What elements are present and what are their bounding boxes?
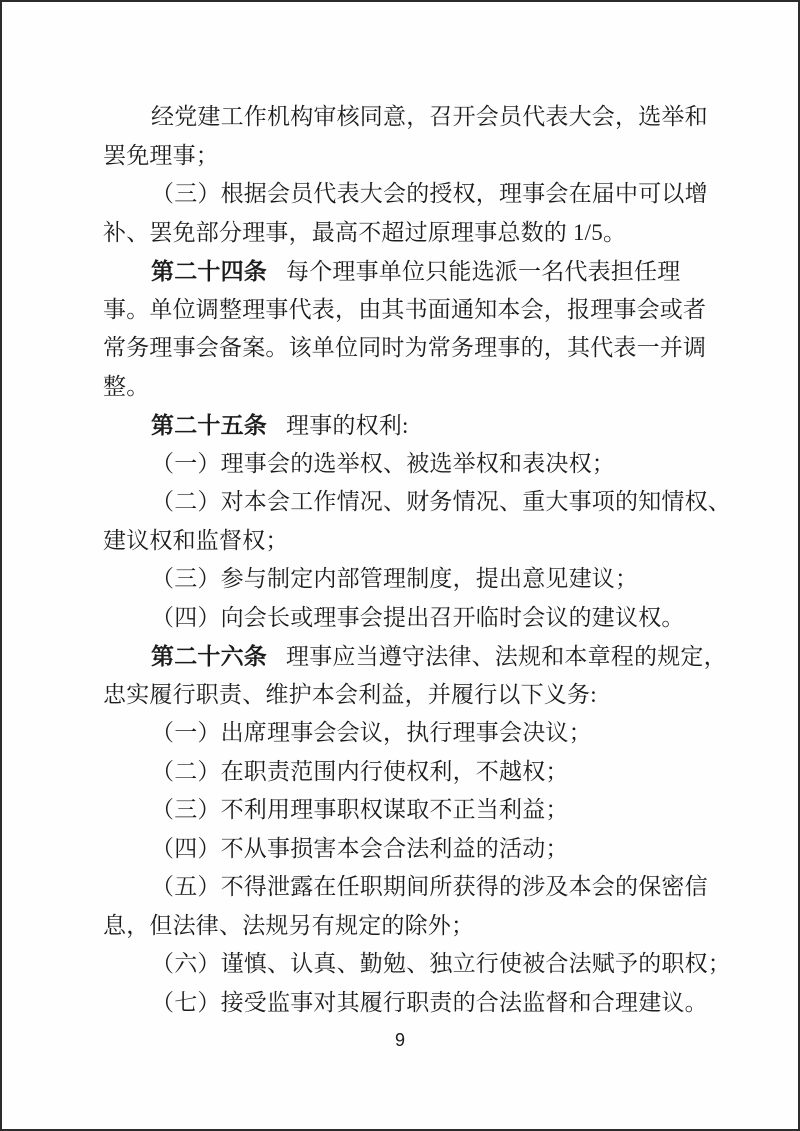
line-text: （一）理事会的选举权、被选举权和表决权； bbox=[151, 450, 615, 476]
text-line bbox=[103, 252, 703, 291]
line-text: 事。单位调整理事代表，由其书面通知本会，报理事会或者 bbox=[103, 296, 707, 322]
text-line bbox=[103, 945, 731, 984]
line-text: （六）谨慎、认真、勤勉、独立行使被合法赋予的职权； bbox=[151, 951, 731, 976]
line-text: （一）出席理事会会议，执行理事会决议； bbox=[151, 720, 592, 745]
article-number: 第二十四条 bbox=[151, 258, 267, 284]
line-text: （二）对本会工作情况、财务情况、重大事项的知情权、 bbox=[151, 489, 731, 514]
text-line bbox=[103, 868, 708, 907]
text-line bbox=[103, 329, 707, 368]
text-line bbox=[103, 406, 703, 445]
line-text: 常务理事会备案。该单位同时为常务理事的，其代表一并调 bbox=[103, 335, 707, 360]
line-text: 理事的权利: bbox=[286, 413, 409, 438]
article-number: 第二十六条 bbox=[151, 643, 267, 669]
line-text: （二）在职责范围内行使权利，不越权； bbox=[151, 758, 569, 784]
line-text: （七）接受监事对其履行职责的合法监督和合理建议。 bbox=[151, 989, 708, 1015]
text-line bbox=[103, 445, 703, 484]
line-text: 息，但法律、法规另有规定的除外； bbox=[103, 912, 475, 938]
line-text: （四）不从事损害本会合法利益的活动； bbox=[151, 835, 569, 861]
line-text: （四）向会长或理事会提出召开临时会议的建议权。 bbox=[151, 604, 685, 630]
text-line bbox=[103, 907, 703, 946]
text-line bbox=[103, 483, 731, 522]
document-body bbox=[103, 98, 731, 1022]
line-text: 每个理事单位只能选派一名代表担任理 bbox=[286, 259, 681, 284]
text-line bbox=[103, 830, 703, 869]
line-text: 忠实履行职责、维护本会利益，并履行以下义务: bbox=[103, 681, 597, 707]
line-text: 经党建工作机构审核同意，召开会员代表大会，选举和 bbox=[151, 104, 708, 129]
article-number: 第二十五条 bbox=[151, 412, 267, 438]
page-number: 9 bbox=[394, 1030, 405, 1050]
text-line bbox=[103, 599, 703, 638]
line-text: 补、罢免部分理事，最高不超过原理事总数的 1/5。 bbox=[103, 219, 627, 245]
text-line bbox=[103, 214, 703, 253]
text-line bbox=[103, 98, 708, 137]
text-line bbox=[103, 560, 703, 599]
line-text: 整。 bbox=[103, 373, 150, 399]
text-line bbox=[103, 522, 703, 561]
line-text: （五）不得泄露在任职期间所获得的涉及本会的保密信 bbox=[151, 874, 708, 899]
line-text: 罢免理事； bbox=[103, 142, 219, 168]
text-line bbox=[103, 368, 703, 407]
line-text: （三）不利用理事职权谋取不正当利益； bbox=[151, 797, 569, 822]
line-text: 建议权和监督权； bbox=[103, 527, 289, 553]
text-line bbox=[103, 984, 708, 1023]
text-line bbox=[103, 637, 727, 676]
line-text: （三）根据会员代表大会的授权，理事会在届中可以增 bbox=[151, 181, 708, 206]
text-line bbox=[103, 137, 703, 176]
text-line bbox=[103, 753, 703, 792]
text-line bbox=[103, 714, 703, 753]
line-text: 理事应当遵守法律、法规和本章程的规定， bbox=[286, 644, 727, 669]
text-line bbox=[103, 175, 708, 214]
text-line bbox=[103, 791, 703, 830]
text-line bbox=[103, 676, 703, 715]
line-text: （三）参与制定内部管理制度，提出意见建议； bbox=[151, 566, 639, 591]
text-line bbox=[103, 291, 707, 330]
